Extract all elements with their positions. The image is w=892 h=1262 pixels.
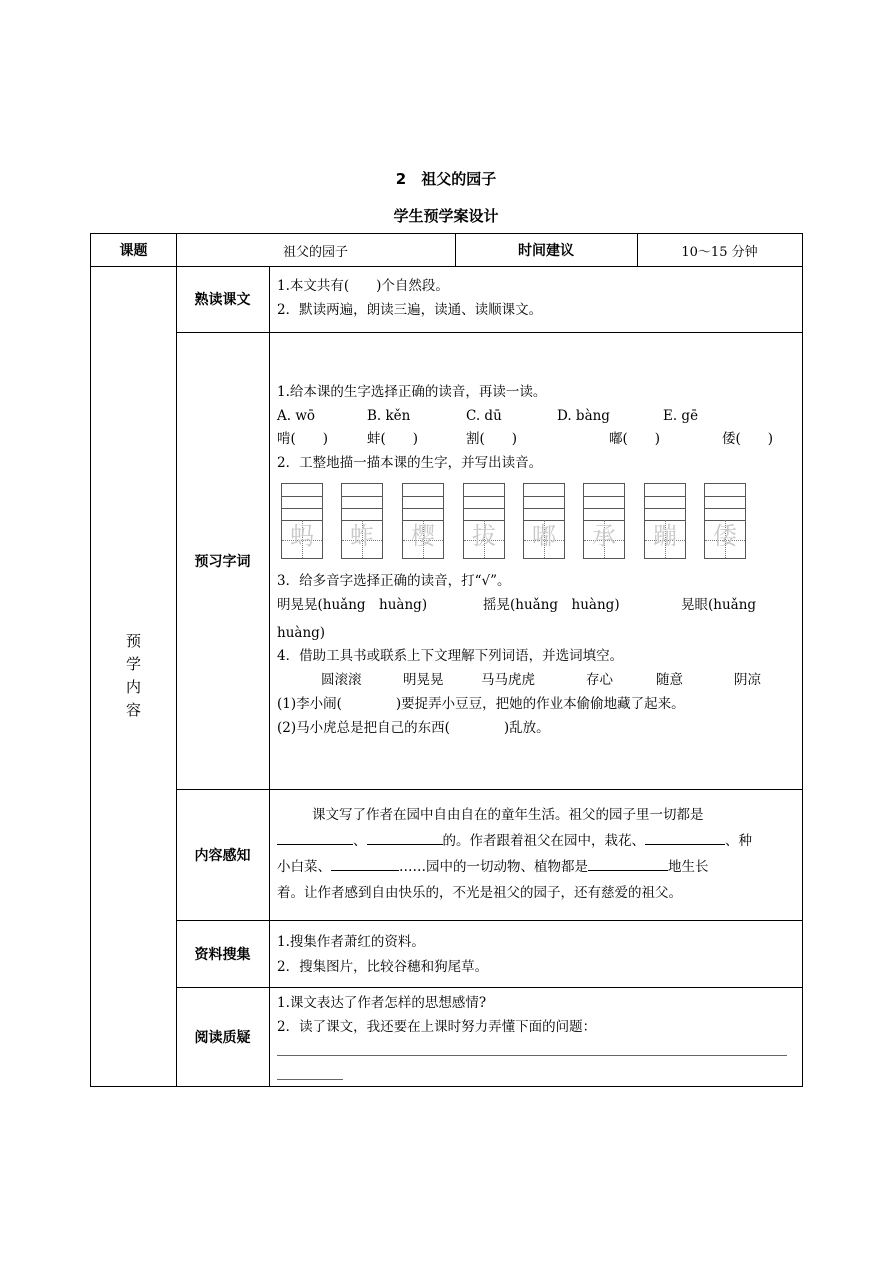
vocab-q2: 2．工整地描一描本课的生字，并写出读音。 [277,455,543,471]
questions-line-2: 2．读了课文，我还要在上课时努力弄懂下面的问题： [277,1019,597,1035]
word-option: 马马虎虎 [481,672,535,688]
char-item: 啃( ) [277,431,329,447]
answer-blank[interactable] [367,830,443,845]
word-option: 随意 [656,672,683,688]
polyphone-options: (huǎng huàng) [510,597,620,613]
word-option: 明晃晃 [403,672,444,688]
side-char: 容 [125,701,141,719]
side-char: 学 [125,655,141,673]
perception-line-1: 课文写了作者在园中自由自在的童年生活。祖父的园子里一切都是 [312,807,704,823]
side-label [91,266,176,1086]
page-subtitle: 学生预学案设计 [393,207,499,225]
text-seg: ……园中的一切动物、植物都是 [399,859,588,875]
topic-value: 祖父的园子 [282,244,348,260]
perception-line-4: 着。让作者感到自由快乐的，不光是祖父的园子，还有慈爱的祖父。 [277,885,682,901]
vocab-label: 预习字词 [194,553,251,570]
questions-label: 阅读质疑 [194,1029,251,1046]
polyphone-word: 明晃晃 [277,597,318,613]
tracing-grid [704,483,746,559]
materials-label: 资料搜集 [194,946,251,963]
time-value: 10～15 分钟 [681,244,758,260]
tracing-grid [281,483,323,559]
option-c: C. dū [466,408,502,424]
char-item: 嘟( ) [609,431,661,447]
polyphone-word: 晃眼 [681,597,708,613]
reading-line-1: 1.本文共有( )个自然段。 [277,278,449,294]
word-option: 存心 [586,672,613,688]
fill-sentence-1: (1)李小闹( )要捉弄小豆豆，把她的作业本偷偷地藏了起来。 [277,696,685,712]
page-title: 2 祖父的园子 [395,170,497,188]
trace-char: 樱 [411,522,435,550]
questions-line-1: 1.课文表达了作者怎样的思想感情? [277,995,487,1011]
trace-char: 倭 [713,522,737,550]
reading-content [269,266,802,332]
option-b: B. kěn [367,408,411,424]
trace-char: 拔 [472,522,496,550]
perception-line-2 [277,829,752,853]
tracing-grid [644,483,686,559]
answer-blank[interactable] [645,830,725,845]
perception-line-3 [277,855,709,879]
polyphone-word: 摇晃 [483,597,510,613]
tracing-grid [583,483,625,559]
answer-blank[interactable] [331,856,399,871]
perception-label: 内容感知 [194,847,251,864]
perception-content [269,789,802,920]
vocab-content [269,332,802,789]
word-option: 圆滚滚 [321,672,362,688]
topic-label: 课题 [119,243,148,259]
tracing-grid [523,483,565,559]
char-item: 割( ) [466,431,518,447]
side-char: 预 [125,632,141,650]
polyphone-2 [483,593,620,617]
trace-char: 蹦 [653,522,677,550]
text-seg: 、种 [725,833,752,849]
reading-label: 熟读课文 [194,292,251,308]
vocab-q1: 1.给本课的生字选择正确的读音，再读一读。 [277,384,547,400]
option-e: E. gē [663,408,699,424]
polyphone-options: (huǎng huàng) [317,597,428,613]
polyphone-3-tail: huàng) [277,625,326,641]
materials-content [269,920,802,987]
polyphone-3 [681,593,756,617]
answer-blank[interactable] [588,856,668,871]
side-char: 内 [125,678,141,696]
char-item: 倭( ) [722,431,774,447]
word-option: 阴凉 [734,672,761,688]
polyphone-options: (huǎng [708,597,757,613]
reading-line-2: 2．默读两遍，朗读三遍，读通、读顺课文。 [277,302,543,318]
option-a: A. wō [277,408,316,424]
answer-line[interactable] [277,1055,787,1056]
tracing-grid [341,483,383,559]
time-label: 时间建议 [518,243,574,259]
tracing-grid [463,483,505,559]
vocab-q3: 3．给多音字选择正确的读音，打“√”。 [277,573,511,589]
questions-content [269,987,802,1086]
trace-char: 承 [592,522,616,550]
text-seg: 地生长 [668,859,709,875]
trace-char: 蚱 [350,522,374,550]
tracing-grid [402,483,444,559]
text-seg: 小白菜、 [277,859,331,875]
materials-line-2: 2．搜集图片，比较谷穗和狗尾草。 [277,959,489,975]
materials-line-1: 1.搜集作者萧红的资料。 [277,934,425,950]
char-item: 蚌( ) [367,431,419,447]
polyphone-1 [277,593,427,617]
answer-blank[interactable] [277,830,353,845]
trace-char: 嘟 [532,522,556,550]
text-seg: 、 [353,833,367,849]
trace-char: 蚂 [290,522,314,550]
option-d: D. bàng [557,408,610,424]
text-seg: 的。作者跟着祖父在园中，栽花、 [442,833,645,849]
vocab-q4: 4．借助工具书或联系上下文理解下列词语，并选词填空。 [277,648,624,664]
fill-sentence-2: (2)马小虎总是把自己的东西( )乱放。 [277,720,550,736]
worksheet-table [90,233,803,1087]
answer-line[interactable] [277,1079,343,1080]
